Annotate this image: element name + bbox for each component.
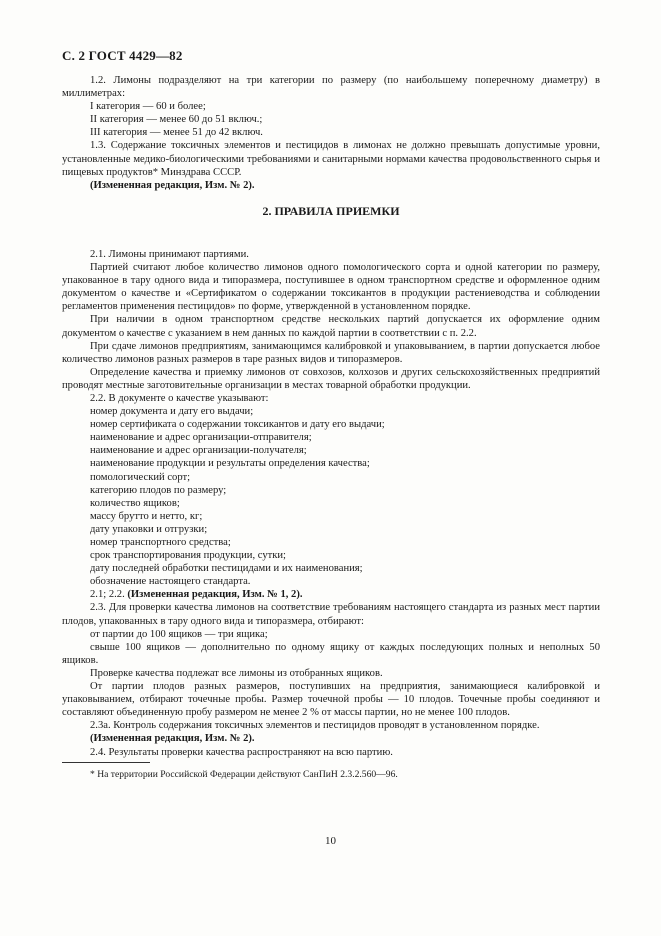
list-item: номер транспортного средства; bbox=[90, 537, 231, 548]
page-header: С. 2 ГОСТ 4429—82 bbox=[62, 48, 183, 63]
paragraph-1-2: 1.2. Лимоны подразделяют на три категории по размеру (по наибольшему поперечному диаметру) в миллиметрах: bbox=[62, 75, 600, 100]
amendment-note-2: (Измененная редакция, Изм. № 2). bbox=[90, 733, 255, 745]
list-item: категорию плодов по размеру; bbox=[90, 484, 227, 496]
list-item: номер сертификата о содержании токсикантов и дату его выдачи; bbox=[90, 419, 385, 431]
paragraph-2-3a: 2.3а. Контроль содержания токсичных элементов и пестицидов проводят в установленном порядке. bbox=[90, 720, 540, 732]
paragraph-quality-determination: Определение качества и приемку лимонов от совхозов, колхозов и других сельскохозяйственных предприятий проводят местные заготовительные организации в местах товарной обработки продукции. bbox=[62, 366, 600, 391]
amendment-bold: (Измененная редакция, Изм. № 1, 2). bbox=[127, 589, 303, 601]
amendment-note: (Измененная редакция, Изм. № 2). bbox=[90, 179, 255, 191]
page-number: 10 bbox=[325, 835, 336, 847]
list-item: дату последней обработки пестицидами и их наименования; bbox=[90, 563, 363, 575]
document-body bbox=[62, 74, 600, 781]
list-item: массу брутто и нетто, кг; bbox=[90, 510, 203, 522]
sample-rule-1: от партии до 100 ящиков — три ящика; bbox=[90, 628, 268, 640]
paragraph-batch: Партией считают любое количество лимонов одного помологического сорта и одной категории по размеру, упакованное в тару одного вида и типоразмера, поступившее в одном транспортном средстве и оформленное одним документом о качестве и «Сертификатом о содержании токсикантов в продукции растениеводства и соблюдении регламентов применения пестицидов» по форме, утвержденной в установленном порядке. bbox=[62, 262, 600, 313]
paragraph-2-1: 2.1. Лимоны принимают партиями. bbox=[90, 248, 249, 260]
list-item: срок транспортирования продукции, сутки; bbox=[90, 550, 287, 562]
footnote-divider bbox=[62, 762, 150, 763]
category-2: II категория — менее 60 до 51 включ.; bbox=[90, 114, 263, 126]
paragraph-spot-samples: От партии плодов разных размеров, поступивших на предприятия, занимающиеся калибровкой и упаковыванием, отбирают точечные пробы. Размер точечной пробы — 10 плодов. Точечные пробы соединяют и составляют объединенную пробу размером не менее 2 % от массы партии, но не менее 100 плодов. bbox=[62, 681, 600, 719]
paragraph-2-4: 2.4. Результаты проверки качества распространяют на всю партию. bbox=[90, 746, 393, 758]
footnote: * На территории Российской Федерации действуют СанПиН 2.3.2.560—96. bbox=[90, 768, 398, 780]
paragraph-calibration: При сдаче лимонов предприятиям, занимающимся калибровкой и упаковыванием, в партии допускается любое количество лимонов разных размеров в таре разных видов и типоразмеров. bbox=[62, 340, 600, 365]
list-item: наименование и адрес организации-получателя; bbox=[90, 445, 307, 457]
amendment-2-1-2-2 bbox=[62, 588, 600, 601]
amendment-prefix: 2.1; 2.2. bbox=[90, 589, 128, 601]
section-title: 2. ПРАВИЛА ПРИЕМКИ bbox=[262, 203, 400, 218]
category-3: III категория — менее 51 до 42 включ. bbox=[90, 127, 263, 139]
list-item: наименование и адрес организации-отправителя; bbox=[90, 432, 312, 444]
list-item: наименование продукции и результаты определения качества; bbox=[90, 458, 370, 470]
list-item: помологический сорт; bbox=[90, 471, 191, 483]
sample-rule-2: свыше 100 ящиков — дополнительно по одному ящику от каждых последующих полных и неполных 50 ящиков. bbox=[62, 641, 600, 666]
paragraph-2-3: 2.3. Для проверки качества лимонов на соответствие требованиям настоящего стандарта из разных мест партии плодов, упакованных в тару одного вида и типоразмера, отбирают: bbox=[62, 602, 600, 627]
paragraph-check-all: Проверке качества подлежат все лимоны из отобранных ящиков. bbox=[90, 667, 383, 679]
list-item: дату упаковки и отгрузки; bbox=[90, 523, 208, 535]
paragraph-multiple-batches: При наличии в одном транспортном средстве нескольких партий допускается их оформление одним документом о качестве с указанием в нем данных по каждой партии в соответствии с п. 2.2. bbox=[62, 314, 600, 339]
list-item: обозначение настоящего стандарта. bbox=[90, 576, 251, 588]
paragraph-1-3: 1.3. Содержание токсичных элементов и пестицидов в лимонах не должно превышать допустимые уровни, установленные медико-биологическими требованиями и санитарными нормами качества продовольственного сырья и пищевых продуктов* Минздрава СССР. bbox=[62, 140, 600, 178]
list-item: количество ящиков; bbox=[90, 497, 180, 509]
list-item: номер документа и дату его выдачи; bbox=[90, 406, 254, 418]
paragraph-2-2: 2.2. В документе о качестве указывают: bbox=[90, 392, 269, 404]
category-1: I категория — 60 и более; bbox=[90, 101, 206, 113]
